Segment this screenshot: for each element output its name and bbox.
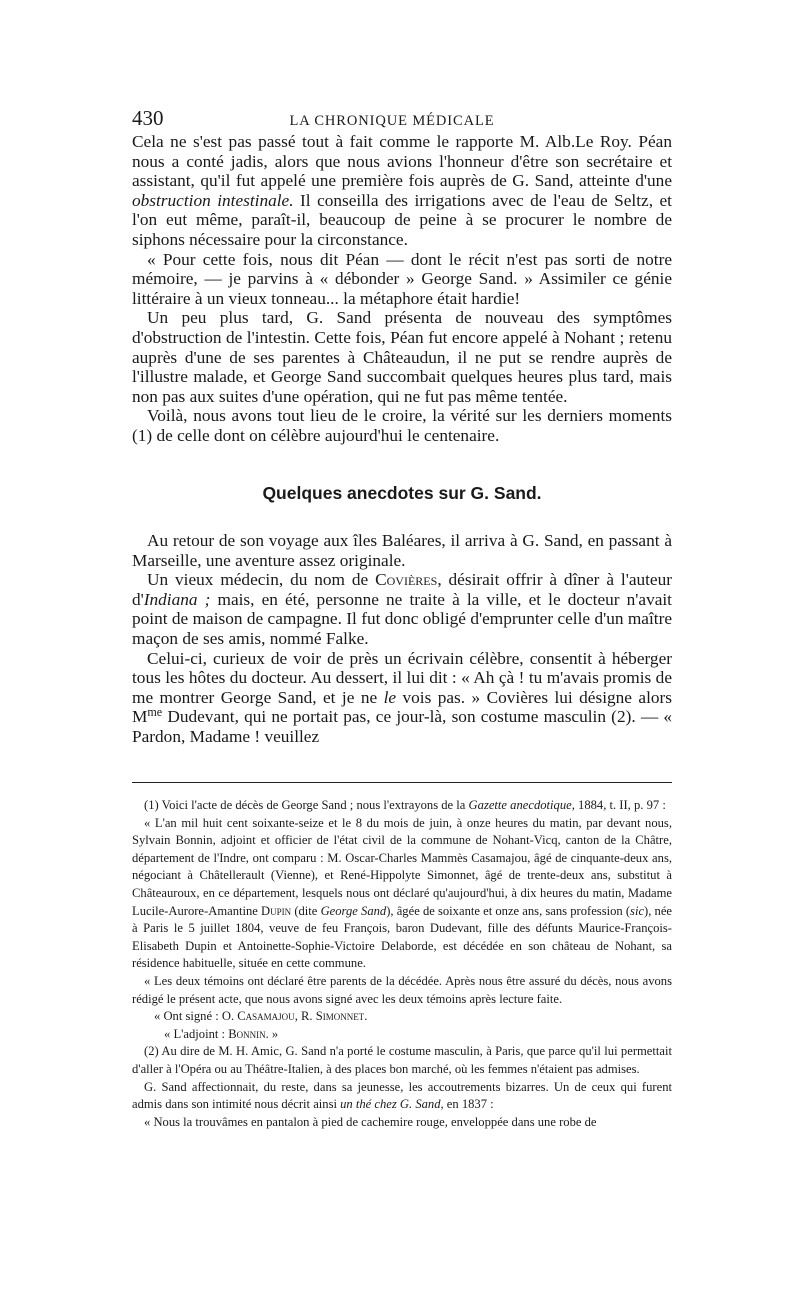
emphasis: sic [630,903,645,918]
footnote-1-intro [132,797,672,815]
text-run: Dudevant, qui ne portait pas, ce jour-là, son costume masculin (2). — « Pardon, Madame ! veuillez [132,707,672,747]
emphasis: le [383,687,397,707]
text-run: mais, en été, personne ne traite à la ville, et le docteur n'avait point de maison de campagne. Il fut donc obligé d'emprunter celle d'un maître maçon de ses amis, nommé Falke. [132,589,672,649]
small-caps-name: Bonnin [228,1026,266,1041]
section-title: Quelques anecdotes sur G. Sand. [262,482,542,503]
paragraph-marseille: Au retour de son voyage aux îles Baléares, il arriva à G. Sand, en passant à Marseille, une aventure assez originale. [132,531,672,570]
footnote-1-adjoint [132,1026,672,1044]
small-caps-name: Dupin [261,903,292,918]
paragraph-covieres [132,570,672,648]
text-run: « Ont signé : O. [154,1009,238,1024]
text-run: ), née à Paris le 5 juillet 1804, veuve de feu François, baron Dudevant, fille des défunts Maurice-François-Elisabeth Dupin et Antoinette-Sophie-Victoire Delaborde, est décédée en son château de Nohant, sa résidence habituelle, située en cette commune. [132,903,673,971]
footnote-1-death-certificate [132,815,672,973]
emphasis: un thé chez G. Sand, [340,1097,444,1112]
text-run: (dite [291,903,321,918]
text-run: Il conseilla des irrigations avec de l'eau de Seltz, et l'on eut même, paraît-il, beaucoup de peine à se procurer le nombre de siphons nécessaire pour la circonstance. [132,190,672,249]
footnotes [132,797,672,1131]
text-run: . » [265,1026,279,1041]
footnote-2-quote: « Nous la trouvâmes en pantalon à pied de cachemire rouge, enveloppée dans une robe de [144,1114,597,1129]
page-number: 430 [132,106,164,130]
text-run: Un vieux médecin, du nom de [147,570,376,590]
text-run: Celui-ci, curieux de voir de près un écrivain célèbre, consentit à héberger tous les hôtes du docteur. Au dessert, il lui dit : « Ah çà ! tu m'avais promis de me montrer George Sand, et je ne [132,648,672,707]
small-caps-name: Casamajou [237,1009,295,1024]
text-run: , R. [294,1009,316,1024]
text-run: « L'an mil huit cent soixante-seize et le 8 du mois de juin, à onze heures du matin, par devant nous, Sylvain Bonnin, adjoint et officier de l'état civil de la commune de Nohant-Vicq, canton de la Châtre, département de l'Indre, ont comparu : M. Oscar-Charles Mammès Casamajou, âgé de cinquante-deux ans, négociant à Châtellerault (Vienne), et René-Hippolyte Simonnet, âgé de trente-deux ans, substitut à Châteauroux, en ce département, lesquels nous ont déclaré qu'aujourd'hui, à dix heures du matin, Madame Lucile-Aurore-Amantine [132,815,672,918]
emphasis: George Sand [320,903,387,918]
footnote-2: (2) Au dire de M. H. Amic, G. Sand n'a porté le costume masculin, à Paris, que parce qu'il lui permettait d'aller à l'Opéra ou au Théâtre-Italien, à des places bon marché, où les femmes n'étaient pas admises. [132,1044,672,1076]
emphasis: Gazette anecdotique [468,798,572,812]
page-header [132,106,672,131]
footnote-1-witnesses: « Les deux témoins ont déclaré être parents de la décédée. Après nous être assuré du décès, nous avons rédigé le présent acte, que nous avons signé avec les deux témoins après lecture faite. [132,973,672,1006]
text-run: , 1884, t. II, p. 97 : [571,798,666,812]
footnote-divider [132,782,672,783]
text-run: vois pas. » Covières lui désigne alors M [132,687,672,727]
text-run: « L'adjoint : [164,1026,229,1041]
emphasis: obstruction intestinale. [132,190,294,210]
small-caps-name: Covières [375,570,438,590]
text-run: Cela ne s'est pas passé tout à fait comme le rapporte M. Alb.Le Roy. Péan nous a conté jadis, alors que nous avions l'honneur d'être son secrétaire et assistant, qu'il fut appelé une première fois auprès de G. Sand, atteinte d'une [132,132,672,191]
footnote-2-continued [132,1079,672,1114]
text-run: ), âgée de soixante et onze ans, sans profession ( [386,903,631,918]
paragraph-falke [132,649,672,747]
text-run: en 1837 : [443,1097,494,1112]
running-title: LA CHRONIQUE MÉDICALE [289,113,495,129]
paragraph-conclusion: Voilà, nous avons tout lieu de le croire, la vérité sur les derniers moments (1) de celle dont on célèbre aujourd'hui le centenaire. [132,406,672,445]
footnote-1-signatures [132,1008,672,1026]
main-text [132,132,672,747]
text-run: , désirait offrir à dîner à l'auteur d' [132,570,673,609]
emphasis: Indiana ; [143,589,211,609]
small-caps-name: Simonnet [315,1009,365,1024]
paragraph-quote-pean: « Pour cette fois, nous dit Péan — dont le récit n'est pas sorti de notre mémoire, — je parvins à « débonder » George Sand. » Assimiler ce génie littéraire à un vieux tonneau... la métaphore était hardie! [132,249,672,308]
text-run: G. Sand affectionnait, du reste, dans sa jeunesse, les accoutrements bizarres. Un de ceux qui furent admis dans son intimité nous décrit ainsi [132,1079,672,1112]
text-run: . [364,1009,368,1024]
superscript: me [147,705,163,720]
text-run: (1) Voici l'acte de décès de George Sand ; nous l'extrayons de la [144,798,469,812]
paragraph-pean-account [132,132,672,250]
paragraph-second-obstruction: Un peu plus tard, G. Sand présenta de nouveau des symptômes d'obstruction de l'intestin. Cette fois, Péan fut encore appelé à Nohant ; retenu auprès d'une de ses parentes à Châteaudun, il ne put se rendre auprès de l'illustre malade, et George Sand succombait quelques heures plus tard, mais non pas aux suites d'une opération, qui ne fut pas même tentée. [132,308,672,406]
